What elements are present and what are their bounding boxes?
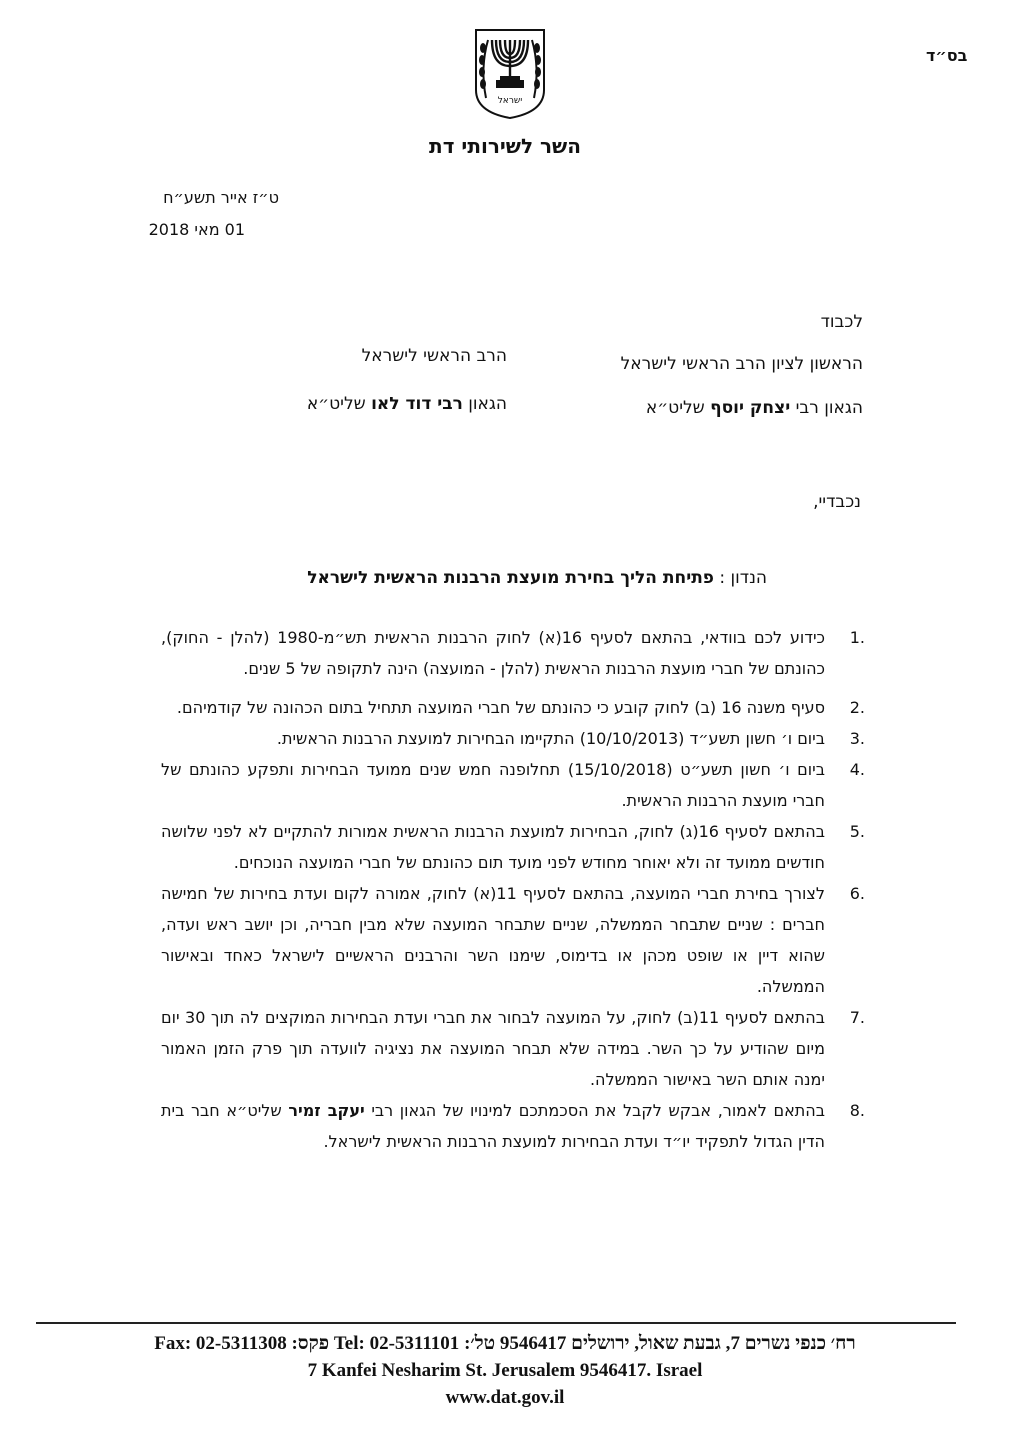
- subject-line: [307, 568, 767, 588]
- svg-text:ישראל: ישראל: [497, 96, 523, 106]
- subject-label: הנדון :: [719, 568, 767, 588]
- list-item: 7. בהתאם לסעיף 11(ב) לחוק, על המועצה לבחור את חברי ועדת הבחירות המוקצים לה תוך 30 יום מיום שהודיע על כך השר. במידה שלא תבחר המועצה את נציגיה לוועדה תוך פרק הזמן האמור ימנה אותם השר באישור הממשלה.: [161, 1008, 865, 1089]
- subject-text: פתיחת הליך בחירת מועצת הרבנות הראשית לישראל: [307, 568, 714, 588]
- minister-title: השר לשירותי דת: [429, 134, 581, 158]
- recipient-1-name: הגאון רבי יצחק יוסף שליט״א: [645, 398, 863, 418]
- list-item: 3. ביום ו׳ חשון תשע״ד (10/10/2013) התקיימו הבחירות למועצת הרבנות הראשית.: [276, 729, 865, 748]
- list-item: 8. בהתאם לאמור, אבקש לקבל את הסכמתכם למינויו של הגאון רבי יעקב זמיר שליט״א חבר בית הדין הגדול לתפקיד יו״ד ועדת הבחירות למועצת הרבנות הראשית לישראל.: [161, 1101, 865, 1151]
- bsd-mark: בס״ד: [926, 46, 968, 65]
- list-item: 6. לצורך בחירת חברי המועצה, בהתאם לסעיף 11(א) לחוק, אמורה לקום ועדת בחירות של חמישה חברים : שניים שתבחר הממשלה, שניים שתבחר המועצה שלא מבין חבריה, וכן יושב ראש ועדה, שהוא דיין או שופט מכהן או בדימוס, שימנו השר והרבנים הראשיים לישראל כאחד ובאישור הממשלה.: [161, 884, 865, 996]
- greeting: נכבדיי,: [813, 492, 861, 512]
- numbered-list: [161, 622, 871, 1157]
- salutation: לכבוד: [820, 312, 863, 332]
- footer-english-address: 7 Kanfei Nesharim St. Jerusalem 9546417. Israel: [307, 1360, 703, 1381]
- hebrew-date: ט״ז אייר תשע״ח: [163, 188, 279, 207]
- recipient-1-title: הראשון לציון הרב הראשי לישראל: [620, 354, 863, 374]
- list-item: 5. בהתאם לסעיף 16(ג) לחוק, הבחירות למועצת הרבנות הראשית אמורות להתקיים לא לפני שלושה חודשים ממועד זה ולא יאוחר מחודש לפני מועד תום כהונתם של חברי המועצה הנוכחים.: [161, 822, 865, 872]
- gregorian-date: 01 מאי 2018: [148, 220, 245, 239]
- footer-website: www.dat.gov.il: [445, 1387, 565, 1408]
- footer: [0, 1330, 1010, 1411]
- recipient-2-title: הרב הראשי לישראל: [361, 346, 507, 366]
- recipient-2-name: הגאון רבי דוד לאו שליט״א: [306, 394, 507, 414]
- list-item: 4. ביום ו׳ חשון תשע״ט (15/10/2018) תחלופנה חמש שנים ממועד הבחירות ותפקע כהונתם של חברי מועצת הרבנות הראשית.: [161, 760, 865, 810]
- state-emblem-icon: [472, 28, 548, 120]
- footer-divider: [36, 1322, 956, 1324]
- list-item: 2. סעיף משנה 16 (ב) לחוק קובע כי כהונתם של חברי המועצה תתחיל בתום הכהונה של קודמיהם.: [176, 698, 865, 717]
- list-item: 1. כידוע לכם בוודאי, בהתאם לסעיף 16(א) לחוק הרבנות הראשית תש״מ-1980 (להלן - החוק), כהונתם של חברי מועצת הרבנות הראשית (להלן - המועצה) הינה לתקופה של 5 שנים.: [161, 628, 865, 678]
- footer-address-line: רח׳ כנפי נשרים 7, גבעת שאול, ירושלים 9546417 טל׳: Tel: 02-5311101 פקס: Fax: 02-5311308: [154, 1333, 856, 1354]
